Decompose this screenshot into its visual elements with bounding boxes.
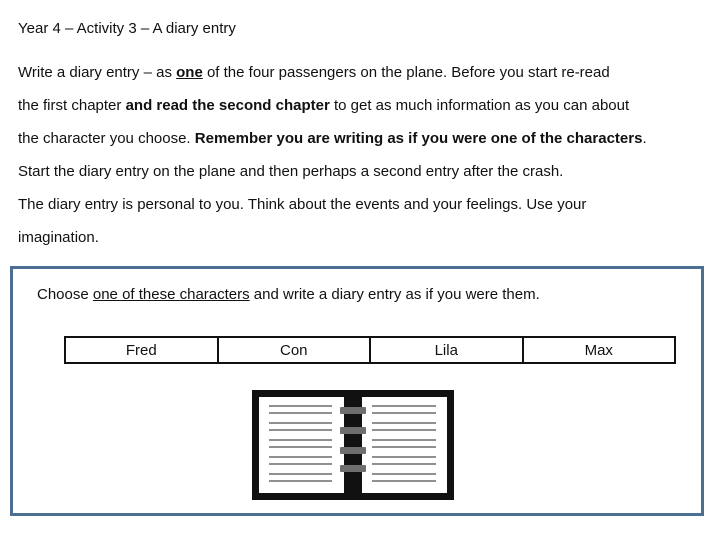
emphasis-one: one: [176, 64, 203, 81]
instruction-line-1: [18, 56, 708, 89]
instruction-text: the first chapter: [18, 97, 126, 114]
instruction-line-2: [18, 89, 708, 122]
emphasis-remember: Remember you are writing as if you were one of the characters: [194, 130, 643, 147]
instructions: [18, 56, 708, 254]
character-con: Con: [219, 338, 372, 362]
choose-prompt: [37, 285, 540, 305]
prompt-text: and write a diary entry as if you were them.: [249, 286, 540, 303]
prompt-emphasis: one of these characters: [92, 286, 250, 303]
instruction-line-5: The diary entry is personal to you. Think about the events and your feelings. Use your: [18, 196, 587, 213]
instruction-text: Write a diary entry – as: [18, 64, 177, 81]
character-table: [64, 336, 676, 364]
instruction-text: .: [642, 130, 647, 147]
character-fred: Fred: [66, 338, 219, 362]
instruction-text: the character you choose.: [18, 130, 195, 147]
character-panel: [10, 266, 704, 516]
character-max: Max: [584, 341, 613, 359]
instruction-text: of the four passengers on the plane. Before you start re-read: [202, 64, 610, 81]
emphasis-second-chapter: and read the second chapter: [125, 97, 330, 114]
prompt-text: Choose: [37, 286, 93, 303]
instruction-text: to get as much information as you can about: [329, 97, 630, 114]
instruction-line-6: imagination.: [18, 229, 99, 246]
activity-title: Year 4 – Activity 3 – A diary entry: [18, 20, 236, 37]
character-lila: Lila: [371, 338, 524, 362]
open-diary-book-icon: [252, 390, 454, 500]
instruction-line-4: Start the diary entry on the plane and then perhaps a second entry after the crash.: [18, 163, 564, 180]
instruction-line-3: [18, 122, 708, 155]
